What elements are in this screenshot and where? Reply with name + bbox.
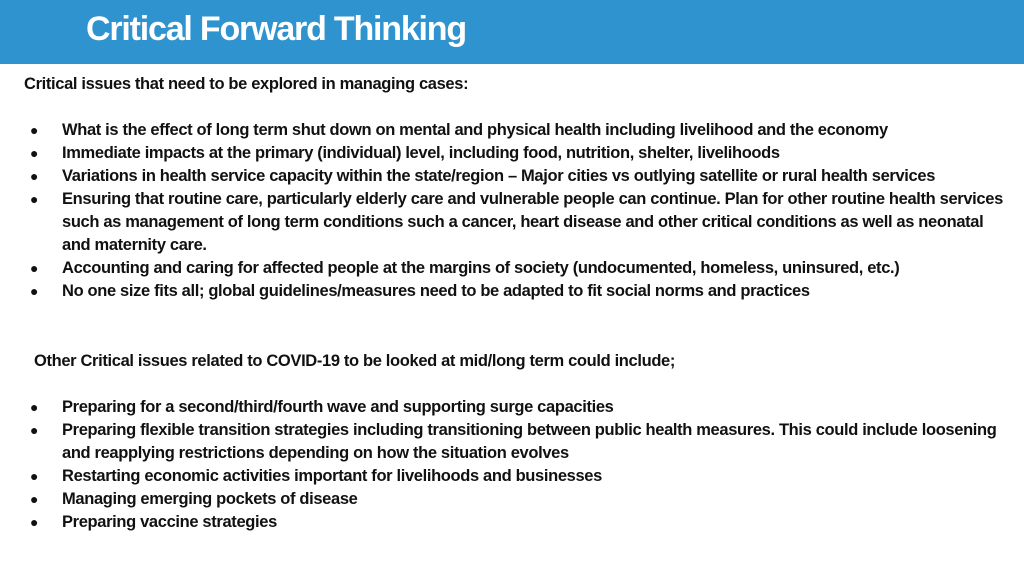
list-item: ● What is the effect of long term shut down on mental and physical health including livelihood and the economy xyxy=(0,119,1012,142)
bullet-icon: ● xyxy=(30,422,39,438)
list-item: ● Preparing for a second/third/fourth wave and supporting surge capacities xyxy=(0,396,1012,419)
intro-text: Critical issues that need to be explored in managing cases: xyxy=(24,75,469,93)
list-item: ● Accounting and caring for affected people at the margins of society (undocumented, homeless, uninsured, etc.) xyxy=(0,257,1012,280)
bullet-icon: ● xyxy=(30,191,39,207)
list-item: ● Immediate impacts at the primary (individual) level, including food, nutrition, shelter, livelihoods xyxy=(0,142,1012,165)
list-item: ● Preparing vaccine strategies xyxy=(0,511,1012,534)
bullet-icon: ● xyxy=(30,491,39,507)
midterm-issues-list xyxy=(0,396,1024,534)
bullet-icon: ● xyxy=(30,168,39,184)
bullet-icon: ● xyxy=(30,399,39,415)
list-item: ● Restarting economic activities important for livelihoods and businesses xyxy=(0,465,1012,488)
title-bar xyxy=(0,0,1024,64)
slide-title: Critical Forward Thinking xyxy=(86,10,466,48)
list-item: ● No one size fits all; global guidelines/measures need to be adapted to fit social norms and practices xyxy=(0,280,1012,303)
bullet-icon: ● xyxy=(30,145,39,161)
intro2-text: Other Critical issues related to COVID-19 to be looked at mid/long term could include; xyxy=(34,352,676,370)
bullet-icon: ● xyxy=(30,283,39,299)
issues-list xyxy=(0,119,1024,303)
list-item: ● Managing emerging pockets of disease xyxy=(0,488,1012,511)
list-item: ● Variations in health service capacity within the state/region – Major cities vs outlying satellite or rural health services xyxy=(0,165,1012,188)
list-item: ● Ensuring that routine care, particularly elderly care and vulnerable people can continue. Plan for other routine health services such as management of long term conditions such a cancer, heart disease and other critical conditions as well as neonatal and maternity care. xyxy=(30,190,1003,254)
bullet-icon: ● xyxy=(30,514,39,530)
bullet-icon: ● xyxy=(30,260,39,276)
bullet-icon: ● xyxy=(30,122,39,138)
list-item: ● Preparing flexible transition strategies including transitioning between public health measures. This could include loosening and reapplying restrictions depending on how the situation evolves xyxy=(30,421,997,462)
bullet-icon: ● xyxy=(30,468,39,484)
